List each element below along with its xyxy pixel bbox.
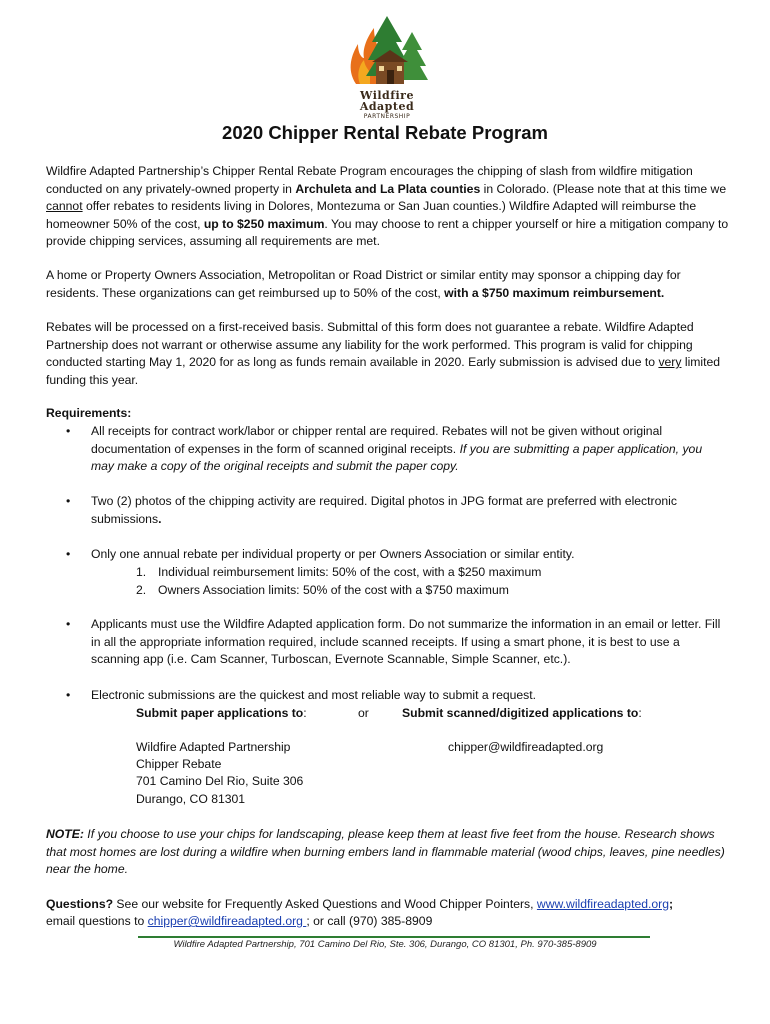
sub-item-2: Owners Association limits: 50% of the cost with a $750 maximum <box>158 583 509 597</box>
intro-counties: Archuleta and La Plata counties <box>295 181 481 196</box>
scanned-applications-label <box>402 705 642 723</box>
note-text: If you choose to use your chips for landscaping, please keep them at least five feet from the house. Research shows that most homes are lost during a wildfire when burning embers land in flammable material (wood chips, leaves, pine needles) near the home. <box>46 827 725 877</box>
requirement-4: Applicants must use the Wildfire Adapted application form. Do not summarize the information in an email or letter. Fill in all the appropriate information required, include scanned receipts. If using a smart phone, it is best to use a scanning app (i.e. Cam Scanner, Turboscan, Evernote Scannable, Simple Scanner, etc.). <box>91 617 721 667</box>
requirements-heading: Requirements: <box>46 406 132 420</box>
email-link[interactable]: chipper@wildfireadapted.org <box>147 914 307 928</box>
bullet-2: • <box>66 494 71 508</box>
wildfire-adapted-logo <box>342 14 432 118</box>
requirement-3: Only one annual rebate per individual property or per Owners Association or similar entity. <box>91 547 575 561</box>
questions-label: Questions? <box>46 897 114 911</box>
intro-text-4: . You may choose to rent a chipper yourself or hire a mitigation company to provide chipping services, assuming all requirements are met. <box>46 216 729 249</box>
questions-text-1: See our website for Frequently Asked Questions and Wood Chipper Pointers, <box>113 897 537 911</box>
logo-line-3: PARTNERSHIP <box>363 113 411 120</box>
questions-text-2: email questions to <box>46 914 148 928</box>
scanned-label-colon: : <box>638 706 642 720</box>
questions-line-1 <box>46 896 730 914</box>
requirement-2 <box>91 493 723 528</box>
sub-item-2-number: 2. <box>136 583 147 597</box>
sub-item-1-number: 1. <box>136 565 147 579</box>
paper-label-colon: : <box>303 706 307 720</box>
website-link[interactable]: www.wildfireadapted.org <box>536 897 670 911</box>
bullet-5: • <box>66 688 71 702</box>
footer-address: Wildfire Adapted Partnership, 701 Camino Del Rio, Ste. 306, Durango, CO 81301, Ph. 970-385-8909 <box>173 939 597 950</box>
questions-line-2 <box>46 913 730 931</box>
logo-line-1: Wildfire <box>360 89 414 102</box>
sub-item-1: Individual reimbursement limits: 50% of the cost, with a $250 maximum <box>158 565 542 579</box>
note-label: NOTE: <box>46 827 84 841</box>
requirement-5: Electronic submissions are the quickest and most reliable way to submit a request. <box>91 688 537 702</box>
requirement-2-text: Two (2) photos of the chipping activity are required. Digital photos in JPG format are preferred with electronic submissions <box>91 494 677 526</box>
note-paragraph <box>46 826 730 879</box>
rebates-paragraph <box>46 319 730 389</box>
page-title: 2020 Chipper Rental Rebate Program <box>222 122 548 143</box>
intro-max: up to $250 maximum <box>203 216 325 231</box>
bullet-3: • <box>66 547 71 561</box>
rebates-very: very <box>658 355 682 370</box>
intro-text-2: in Colorado. (Please note that at this time we <box>480 181 727 196</box>
requirement-1-text: All receipts for contract work/labor or chipper rental are required. Rebates will not be given without original documentation of expenses in the form of scanned original receipts. <box>91 424 663 456</box>
bullet-1: • <box>66 424 71 438</box>
bullet-4: • <box>66 617 71 631</box>
paper-label-text: Submit paper applications to <box>136 706 304 720</box>
intro-text-3: offer rebates to residents living in Dolores, Montezuma or San Juan counties.) Wildfire Adapted will reimburse the homeowner 50% of the cost, <box>46 199 697 231</box>
association-max: with a $750 maximum reimbursement. <box>444 285 665 300</box>
scanned-label-text: Submit scanned/digitized applications to <box>402 706 639 720</box>
requirement-1 <box>91 423 723 476</box>
or-separator: or <box>358 706 369 720</box>
requirement-1-italic: If you are submitting a paper application, you may make a copy of the original receipts and submit the paper copy. <box>91 441 703 474</box>
intro-paragraph <box>46 163 730 251</box>
questions-semicolon: ; <box>669 897 674 911</box>
requirement-2-period: . <box>158 511 162 526</box>
mailing-address-line-1: Wildfire Adapted Partnership <box>136 740 291 754</box>
submission-email: chipper@wildfireadapted.org <box>448 740 604 754</box>
association-text: A home or Property Owners Association, Metropolitan or Road District or similar entity may sponsor a chipping day for residents. These organizations can get reimbursed up to 50% of the cost, <box>46 268 681 300</box>
mailing-address-line-3: 701 Camino Del Rio, Suite 306 <box>136 774 304 788</box>
logo-line-2: Adapted <box>359 100 415 113</box>
logo-graphic <box>342 14 432 92</box>
intro-cannot: cannot <box>46 199 83 214</box>
questions-text-3: ; or call (970) 385-8909 <box>306 914 433 928</box>
association-paragraph <box>46 267 730 302</box>
mailing-address-line-4: Durango, CO 81301 <box>136 792 246 806</box>
intro-text-1: Wildfire Adapted Partnership’s Chipper Rental Rebate Program encourages the chipping of slash from wildfire mitigation conducted on any privately-owned property in <box>46 164 693 196</box>
rebates-text-1: Rebates will be processed on a first-received basis. Submittal of this form does not guarantee a rebate. Wildfire Adapted Partnership does not warrant or otherwise assume any liability for the work performed. This program is valid for chipping conducted starting May 1, 2020 for as long as funds remain available in 2020. Early submission is advised due to <box>46 320 694 370</box>
rebates-text-2: limited funding this year. <box>46 355 721 387</box>
mailing-address-line-2: Chipper Rebate <box>136 757 222 771</box>
footer-divider <box>138 936 650 938</box>
paper-applications-label <box>136 705 307 723</box>
